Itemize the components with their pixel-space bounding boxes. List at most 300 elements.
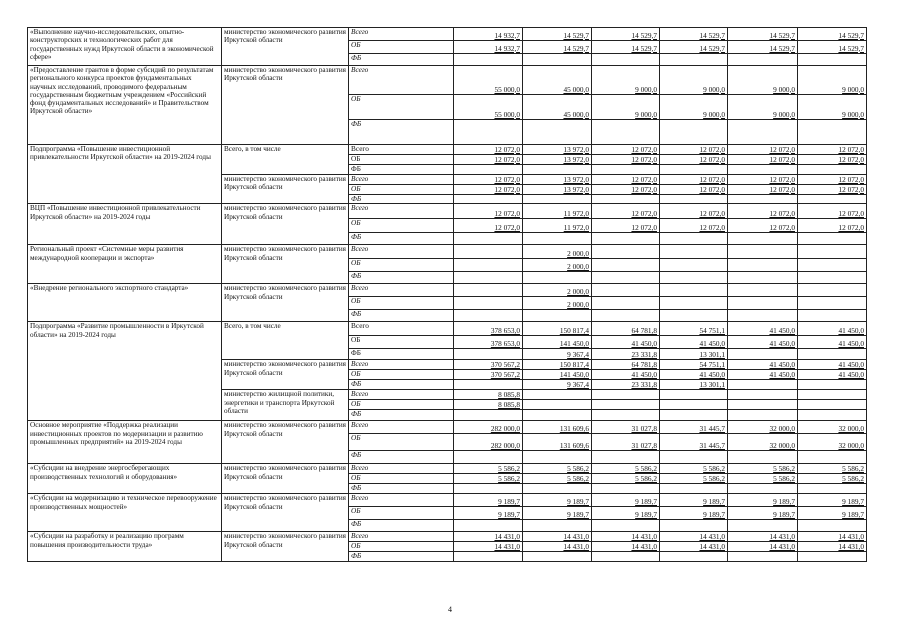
funding-source-cell: ОБ xyxy=(349,507,454,520)
amount-cell xyxy=(660,259,728,272)
amount-cell: 14 529,7 xyxy=(798,28,867,41)
funding-source-cell: ОБ xyxy=(349,542,454,552)
amount-cell: 32 000,0 xyxy=(798,434,867,451)
amount-cell: 41 450,0 xyxy=(660,336,728,349)
amount-cell: 13 972,0 xyxy=(523,155,592,165)
amount-cell xyxy=(798,54,867,66)
responsible-executor-cell: министерство экономического развития Иркутской области xyxy=(222,494,349,532)
funding-source-cell: ОБ xyxy=(349,297,454,310)
funding-source-cell: ОБ xyxy=(349,41,454,54)
amount-cell: 41 450,0 xyxy=(592,370,660,380)
funding-source-cell: ОБ xyxy=(349,434,454,451)
program-name-cell: Подпрограмма «Повышение инвестиционной привлекательности Иркутской области» на 2019-2024 годы xyxy=(28,145,222,204)
amount-cell: 9 189,7 xyxy=(592,507,660,520)
table-row xyxy=(28,245,867,259)
amount-cell xyxy=(660,284,728,297)
program-name-cell: «Предоставление грантов в форме субсидий по результатам регионального конкурса проектов фундаментальных научных исследований, проводимого федеральным государственным бюджетным учреждением «Российский фонд фундаментальных исследований» и Правительством Иркутской области» xyxy=(28,66,222,145)
amount-cell xyxy=(728,297,798,310)
responsible-executor-cell: министерство экономического развития Иркутской области xyxy=(222,421,349,464)
amount-cell: 41 450,0 xyxy=(728,336,798,349)
amount-cell: 11 972,0 xyxy=(523,219,592,233)
amount-cell: 9 189,7 xyxy=(728,507,798,520)
amount-cell: 12 072,0 xyxy=(660,145,728,155)
amount-cell: 9 189,7 xyxy=(798,507,867,520)
amount-cell: 12 072,0 xyxy=(660,155,728,165)
amount-cell xyxy=(728,400,798,410)
amount-cell: 5 586,2 xyxy=(523,464,592,474)
amount-cell: 8 085,8 xyxy=(454,400,523,410)
amount-cell: 14 529,7 xyxy=(523,28,592,41)
amount-cell xyxy=(660,390,728,400)
amount-cell xyxy=(523,272,592,284)
amount-cell: 41 450,0 xyxy=(798,336,867,349)
amount-cell: 9 367,4 xyxy=(523,349,592,360)
amount-cell xyxy=(798,233,867,245)
funding-source-cell: ОБ xyxy=(349,259,454,272)
amount-cell: 12 072,0 xyxy=(592,185,660,195)
amount-cell: 9 000,0 xyxy=(592,95,660,120)
amount-cell: 14 529,7 xyxy=(798,41,867,54)
funding-source-cell: Всего xyxy=(349,360,454,370)
amount-cell: 12 072,0 xyxy=(660,175,728,185)
amount-cell xyxy=(728,259,798,272)
amount-cell: 12 072,0 xyxy=(728,155,798,165)
amount-cell: 5 586,2 xyxy=(728,474,798,484)
funding-source-cell: Всего xyxy=(349,322,454,336)
amount-cell xyxy=(728,451,798,464)
amount-cell: 12 072,0 xyxy=(798,175,867,185)
table-row xyxy=(28,421,867,434)
amount-cell xyxy=(454,380,523,390)
amount-cell: 9 189,7 xyxy=(660,507,728,520)
amount-cell: 23 331,8 xyxy=(592,380,660,390)
amount-cell: 55 000,0 xyxy=(454,95,523,120)
amount-cell xyxy=(454,165,523,175)
table-row xyxy=(28,464,867,474)
amount-cell xyxy=(798,310,867,322)
amount-cell: 14 529,7 xyxy=(523,41,592,54)
amount-cell: 141 450,0 xyxy=(523,336,592,349)
funding-source-cell: ФБ xyxy=(349,54,454,66)
amount-cell xyxy=(660,120,728,145)
amount-cell: 13 972,0 xyxy=(523,175,592,185)
amount-cell xyxy=(660,245,728,259)
amount-cell: 64 781,8 xyxy=(592,360,660,370)
amount-cell xyxy=(592,272,660,284)
amount-cell xyxy=(454,310,523,322)
program-name-cell: Подпрограмма «Развитие промышленности в Иркутской области» на 2019-2024 годы xyxy=(28,322,222,421)
amount-cell: 14 529,7 xyxy=(660,28,728,41)
amount-cell: 2 000,0 xyxy=(523,245,592,259)
table-row xyxy=(28,145,867,155)
amount-cell xyxy=(660,451,728,464)
amount-cell xyxy=(523,451,592,464)
funding-source-cell: ОБ xyxy=(349,474,454,484)
amount-cell: 12 072,0 xyxy=(798,145,867,155)
amount-cell: 14 431,0 xyxy=(660,532,728,542)
amount-cell: 5 586,2 xyxy=(454,464,523,474)
funding-source-cell: Всего xyxy=(349,28,454,41)
amount-cell: 14 431,0 xyxy=(454,532,523,542)
amount-cell: 12 072,0 xyxy=(660,204,728,219)
amount-cell xyxy=(523,410,592,421)
funding-source-cell: ФБ xyxy=(349,195,454,204)
amount-cell xyxy=(660,520,728,532)
amount-cell: 12 072,0 xyxy=(592,145,660,155)
amount-cell xyxy=(592,284,660,297)
amount-cell: 5 586,2 xyxy=(660,474,728,484)
amount-cell xyxy=(798,259,867,272)
amount-cell xyxy=(454,484,523,494)
amount-cell xyxy=(660,310,728,322)
amount-cell: 41 450,0 xyxy=(592,336,660,349)
amount-cell: 9 189,7 xyxy=(523,507,592,520)
amount-cell xyxy=(728,245,798,259)
amount-cell xyxy=(454,54,523,66)
amount-cell xyxy=(728,195,798,204)
amount-cell: 64 781,8 xyxy=(592,322,660,336)
program-name-cell: «Субсидии на модернизацию и техническое перевооружение производственных мощностей» xyxy=(28,494,222,532)
amount-cell xyxy=(454,451,523,464)
funding-source-cell: Всего xyxy=(349,421,454,434)
funding-source-cell: ФБ xyxy=(349,410,454,421)
table-row xyxy=(28,28,867,41)
amount-cell: 14 431,0 xyxy=(660,542,728,552)
amount-cell: 14 431,0 xyxy=(728,542,798,552)
responsible-executor-cell: министерство экономического развития Иркутской области xyxy=(222,28,349,66)
amount-cell: 282 000,0 xyxy=(454,421,523,434)
amount-cell: 5 586,2 xyxy=(523,474,592,484)
amount-cell xyxy=(728,165,798,175)
amount-cell: 12 072,0 xyxy=(798,204,867,219)
amount-cell: 45 000,0 xyxy=(523,66,592,95)
amount-cell xyxy=(523,233,592,245)
funding-source-cell: Всего xyxy=(349,532,454,542)
amount-cell xyxy=(523,195,592,204)
amount-cell xyxy=(728,233,798,245)
table-row xyxy=(28,532,867,542)
amount-cell xyxy=(798,165,867,175)
amount-cell: 32 000,0 xyxy=(728,421,798,434)
funding-source-cell: ОБ xyxy=(349,370,454,380)
amount-cell xyxy=(728,310,798,322)
responsible-executor-cell: министерство экономического развития Иркутской области xyxy=(222,245,349,284)
amount-cell xyxy=(798,349,867,360)
amount-cell: 54 751,1 xyxy=(660,360,728,370)
amount-cell xyxy=(798,390,867,400)
amount-cell xyxy=(728,390,798,400)
amount-cell xyxy=(592,245,660,259)
amount-cell xyxy=(454,259,523,272)
amount-cell: 9 189,7 xyxy=(728,494,798,507)
amount-cell: 370 567,2 xyxy=(454,370,523,380)
amount-cell xyxy=(523,552,592,562)
amount-cell: 9 000,0 xyxy=(660,95,728,120)
amount-cell: 13 301,1 xyxy=(660,349,728,360)
amount-cell: 14 431,0 xyxy=(523,542,592,552)
table-row xyxy=(28,204,867,219)
amount-cell: 14 932,7 xyxy=(454,41,523,54)
amount-cell: 150 817,4 xyxy=(523,360,592,370)
funding-source-cell: Всего xyxy=(349,245,454,259)
amount-cell: 14 529,7 xyxy=(592,28,660,41)
amount-cell xyxy=(592,259,660,272)
amount-cell xyxy=(592,233,660,245)
amount-cell xyxy=(660,165,728,175)
amount-cell: 5 586,2 xyxy=(454,474,523,484)
funding-source-cell: ОБ xyxy=(349,400,454,410)
amount-cell xyxy=(592,120,660,145)
amount-cell: 5 586,2 xyxy=(660,464,728,474)
funding-source-cell: ОБ xyxy=(349,95,454,120)
amount-cell: 41 450,0 xyxy=(728,360,798,370)
amount-cell: 13 301,1 xyxy=(660,380,728,390)
amount-cell xyxy=(728,284,798,297)
amount-cell: 9 000,0 xyxy=(728,95,798,120)
amount-cell: 12 072,0 xyxy=(728,219,798,233)
amount-cell: 14 932,7 xyxy=(454,28,523,41)
amount-cell: 5 586,2 xyxy=(798,464,867,474)
program-name-cell: ВЦП «Повышение инвестиционной привлекательности Иркутской области» на 2019-2024 годы xyxy=(28,204,222,245)
funding-source-cell: Всего xyxy=(349,145,454,155)
amount-cell: 9 189,7 xyxy=(592,494,660,507)
amount-cell xyxy=(523,310,592,322)
amount-cell: 23 331,8 xyxy=(592,349,660,360)
amount-cell: 41 450,0 xyxy=(798,370,867,380)
funding-source-cell: Всего xyxy=(349,494,454,507)
amount-cell xyxy=(592,390,660,400)
amount-cell xyxy=(660,272,728,284)
amount-cell xyxy=(728,349,798,360)
program-name-cell: «Субсидии на разработку и реализацию программ повышения производительности труда» xyxy=(28,532,222,562)
amount-cell: 5 586,2 xyxy=(592,474,660,484)
amount-cell xyxy=(728,380,798,390)
amount-cell: 32 000,0 xyxy=(798,421,867,434)
amount-cell xyxy=(454,349,523,360)
amount-cell xyxy=(454,272,523,284)
budget-table xyxy=(27,27,867,562)
amount-cell: 12 072,0 xyxy=(454,204,523,219)
amount-cell: 8 085,8 xyxy=(454,390,523,400)
amount-cell: 11 972,0 xyxy=(523,204,592,219)
amount-cell: 150 817,4 xyxy=(523,322,592,336)
amount-cell: 31 445,7 xyxy=(660,434,728,451)
program-name-cell: «Субсидии на внедрение энергосберегающих производственных технологий и оборудования» xyxy=(28,464,222,494)
amount-cell xyxy=(523,484,592,494)
funding-source-cell: ФБ xyxy=(349,272,454,284)
amount-cell: 12 072,0 xyxy=(660,185,728,195)
amount-cell xyxy=(798,451,867,464)
amount-cell xyxy=(660,297,728,310)
amount-cell: 12 072,0 xyxy=(592,175,660,185)
amount-cell xyxy=(454,297,523,310)
amount-cell: 12 072,0 xyxy=(728,145,798,155)
funding-source-cell: ОБ xyxy=(349,219,454,233)
amount-cell xyxy=(798,552,867,562)
amount-cell xyxy=(454,120,523,145)
amount-cell: 55 000,0 xyxy=(454,66,523,95)
amount-cell xyxy=(454,245,523,259)
amount-cell xyxy=(660,54,728,66)
funding-source-cell: ФБ xyxy=(349,552,454,562)
amount-cell: 14 431,0 xyxy=(592,542,660,552)
amount-cell xyxy=(592,400,660,410)
amount-cell: 5 586,2 xyxy=(728,464,798,474)
amount-cell: 14 431,0 xyxy=(798,532,867,542)
funding-source-cell: ФБ xyxy=(349,310,454,322)
responsible-executor-cell: министерство жилищной политики, энергетики и транспорта Иркутской области xyxy=(222,390,349,421)
amount-cell xyxy=(728,54,798,66)
amount-cell: 378 653,0 xyxy=(454,336,523,349)
amount-cell: 13 972,0 xyxy=(523,145,592,155)
amount-cell: 14 431,0 xyxy=(592,532,660,542)
responsible-executor-cell: Всего, в том числе xyxy=(222,322,349,360)
amount-cell xyxy=(728,410,798,421)
responsible-executor-cell: министерство экономического развития Иркутской области xyxy=(222,66,349,145)
amount-cell xyxy=(592,410,660,421)
amount-cell xyxy=(728,272,798,284)
amount-cell xyxy=(454,233,523,245)
amount-cell: 12 072,0 xyxy=(728,175,798,185)
amount-cell: 12 072,0 xyxy=(454,185,523,195)
amount-cell xyxy=(592,520,660,532)
amount-cell xyxy=(523,390,592,400)
amount-cell: 12 072,0 xyxy=(728,185,798,195)
amount-cell xyxy=(523,165,592,175)
amount-cell xyxy=(592,165,660,175)
program-name-cell: «Выполнение научно-исследовательских, опытно-конструкторских и технологических работ для государственных нужд Иркутской области в экономической сфере» xyxy=(28,28,222,66)
amount-cell: 31 027,8 xyxy=(592,421,660,434)
funding-source-cell: ФБ xyxy=(349,484,454,494)
amount-cell: 2 000,0 xyxy=(523,297,592,310)
responsible-executor-cell: министерство экономического развития Иркутской области xyxy=(222,175,349,204)
table-row xyxy=(28,66,867,95)
amount-cell xyxy=(592,297,660,310)
funding-source-cell: ФБ xyxy=(349,165,454,175)
responsible-executor-cell: министерство экономического развития Иркутской области xyxy=(222,284,349,322)
table-row xyxy=(28,322,867,336)
amount-cell: 14 529,7 xyxy=(592,41,660,54)
amount-cell: 282 000,0 xyxy=(454,434,523,451)
amount-cell xyxy=(798,297,867,310)
amount-cell xyxy=(798,380,867,390)
amount-cell xyxy=(523,520,592,532)
amount-cell: 9 000,0 xyxy=(728,66,798,95)
amount-cell: 9 000,0 xyxy=(592,66,660,95)
amount-cell: 9 189,7 xyxy=(798,494,867,507)
amount-cell: 370 567,2 xyxy=(454,360,523,370)
amount-cell: 31 027,8 xyxy=(592,434,660,451)
amount-cell xyxy=(592,552,660,562)
amount-cell: 378 653,0 xyxy=(454,322,523,336)
amount-cell: 31 445,7 xyxy=(660,421,728,434)
amount-cell: 12 072,0 xyxy=(592,155,660,165)
amount-cell: 9 000,0 xyxy=(798,95,867,120)
amount-cell: 13 972,0 xyxy=(523,185,592,195)
amount-cell: 54 751,1 xyxy=(660,322,728,336)
amount-cell xyxy=(798,195,867,204)
amount-cell: 41 450,0 xyxy=(798,360,867,370)
table-row xyxy=(28,284,867,297)
responsible-executor-cell: министерство экономического развития Иркутской области xyxy=(222,204,349,245)
amount-cell: 9 189,7 xyxy=(454,507,523,520)
amount-cell: 2 000,0 xyxy=(523,284,592,297)
amount-cell: 9 189,7 xyxy=(454,494,523,507)
page-number: 4 xyxy=(448,605,452,614)
amount-cell: 131 609,6 xyxy=(523,434,592,451)
amount-cell xyxy=(660,233,728,245)
amount-cell xyxy=(523,120,592,145)
amount-cell: 12 072,0 xyxy=(798,219,867,233)
amount-cell xyxy=(798,245,867,259)
funding-source-cell: ФБ xyxy=(349,520,454,532)
funding-source-cell: ФБ xyxy=(349,120,454,145)
amount-cell: 9 000,0 xyxy=(798,66,867,95)
amount-cell xyxy=(728,552,798,562)
amount-cell xyxy=(523,400,592,410)
amount-cell xyxy=(798,400,867,410)
amount-cell xyxy=(592,195,660,204)
table-row xyxy=(28,494,867,507)
amount-cell: 9 367,4 xyxy=(523,380,592,390)
funding-source-cell: ФБ xyxy=(349,349,454,360)
amount-cell xyxy=(798,284,867,297)
funding-source-cell: ОБ xyxy=(349,336,454,349)
amount-cell xyxy=(798,272,867,284)
amount-cell: 32 000,0 xyxy=(728,434,798,451)
amount-cell: 14 431,0 xyxy=(728,532,798,542)
amount-cell: 12 072,0 xyxy=(592,219,660,233)
program-name-cell: «Внедрение регионального экспортного стандарта» xyxy=(28,284,222,322)
amount-cell xyxy=(728,120,798,145)
funding-source-cell: Всего xyxy=(349,284,454,297)
amount-cell xyxy=(798,484,867,494)
amount-cell: 12 072,0 xyxy=(798,155,867,165)
amount-cell: 41 450,0 xyxy=(798,322,867,336)
amount-cell: 12 072,0 xyxy=(454,219,523,233)
funding-source-cell: ФБ xyxy=(349,233,454,245)
amount-cell: 14 529,7 xyxy=(728,28,798,41)
amount-cell xyxy=(660,552,728,562)
amount-cell xyxy=(660,400,728,410)
funding-source-cell: Всего xyxy=(349,66,454,95)
responsible-executor-cell: министерство экономического развития Иркутской области xyxy=(222,532,349,562)
responsible-executor-cell: министерство экономического развития Иркутской области xyxy=(222,360,349,390)
amount-cell: 5 586,2 xyxy=(592,464,660,474)
amount-cell: 14 431,0 xyxy=(798,542,867,552)
amount-cell: 12 072,0 xyxy=(798,185,867,195)
amount-cell xyxy=(454,195,523,204)
funding-source-cell: Всего xyxy=(349,175,454,185)
amount-cell xyxy=(660,410,728,421)
amount-cell: 14 529,7 xyxy=(728,41,798,54)
amount-cell: 5 586,2 xyxy=(798,474,867,484)
responsible-executor-cell: министерство экономического развития Иркутской области xyxy=(222,464,349,494)
amount-cell xyxy=(798,410,867,421)
amount-cell xyxy=(454,410,523,421)
amount-cell: 9 189,7 xyxy=(523,494,592,507)
amount-cell: 12 072,0 xyxy=(592,204,660,219)
amount-cell: 41 450,0 xyxy=(728,322,798,336)
amount-cell xyxy=(454,520,523,532)
program-name-cell: Основное мероприятие «Поддержка реализации инвестиционных проектов по модернизации и развитию промышленных предприятий» на 2019-2024 годы xyxy=(28,421,222,464)
amount-cell xyxy=(728,520,798,532)
amount-cell xyxy=(660,484,728,494)
amount-cell xyxy=(728,484,798,494)
amount-cell xyxy=(592,310,660,322)
funding-source-cell: ФБ xyxy=(349,451,454,464)
amount-cell: 45 000,0 xyxy=(523,95,592,120)
